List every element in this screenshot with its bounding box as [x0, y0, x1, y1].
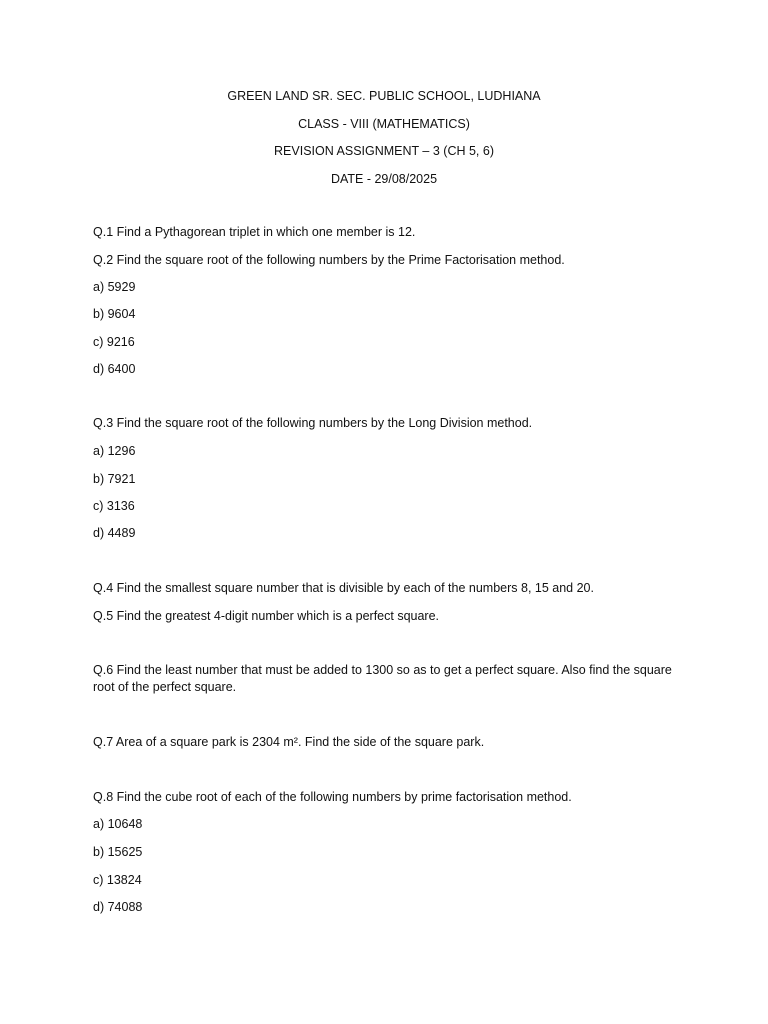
class-title: CLASS - VIII (MATHEMATICS) [298, 117, 470, 131]
question-2: Q.2 Find the square root of the following numbers by the Prime Factorisation method. [93, 253, 565, 267]
question-1: Q.1 Find a Pythagorean triplet in which one member is 12. [93, 225, 416, 239]
question-8-option-a: a) 10648 [93, 817, 143, 831]
question-5: Q.5 Find the greatest 4-digit number which is a perfect square. [93, 609, 440, 623]
question-8-option-c: c) 13824 [93, 873, 142, 887]
question-3-option-d: d) 4489 [93, 526, 136, 540]
assignment-title: REVISION ASSIGNMENT – 3 (CH 5, 6) [274, 144, 494, 158]
question-2-option-a: a) 5929 [93, 280, 136, 294]
question-4: Q.4 Find the smallest square number that is divisible by each of the numbers 8, 15 and 20. [93, 581, 594, 595]
school-name: GREEN LAND SR. SEC. PUBLIC SCHOOL, LUDHIANA [227, 89, 541, 103]
question-8-option-b: b) 15625 [93, 845, 143, 859]
question-8-option-d: d) 74088 [93, 900, 143, 914]
question-2-option-d: d) 6400 [93, 362, 136, 376]
question-3: Q.3 Find the square root of the following numbers by the Long Division method. [93, 416, 533, 430]
question-2-option-b: b) 9604 [93, 307, 136, 321]
question-3-option-b: b) 7921 [93, 472, 136, 486]
question-7: Q.7 Area of a square park is 2304 m². Find the side of the square park. [93, 735, 485, 749]
question-8: Q.8 Find the cube root of each of the following numbers by prime factorisation method. [93, 790, 572, 804]
question-3-option-c: c) 3136 [93, 499, 135, 513]
question-2-option-c: c) 9216 [93, 335, 135, 349]
assignment-date: DATE - 29/08/2025 [330, 172, 438, 186]
question-6: Q.6 Find the least number that must be added to 1300 so as to get a perfect square. Also find the square root of the perfect square. [93, 663, 672, 694]
question-3-option-a: a) 1296 [93, 444, 136, 458]
